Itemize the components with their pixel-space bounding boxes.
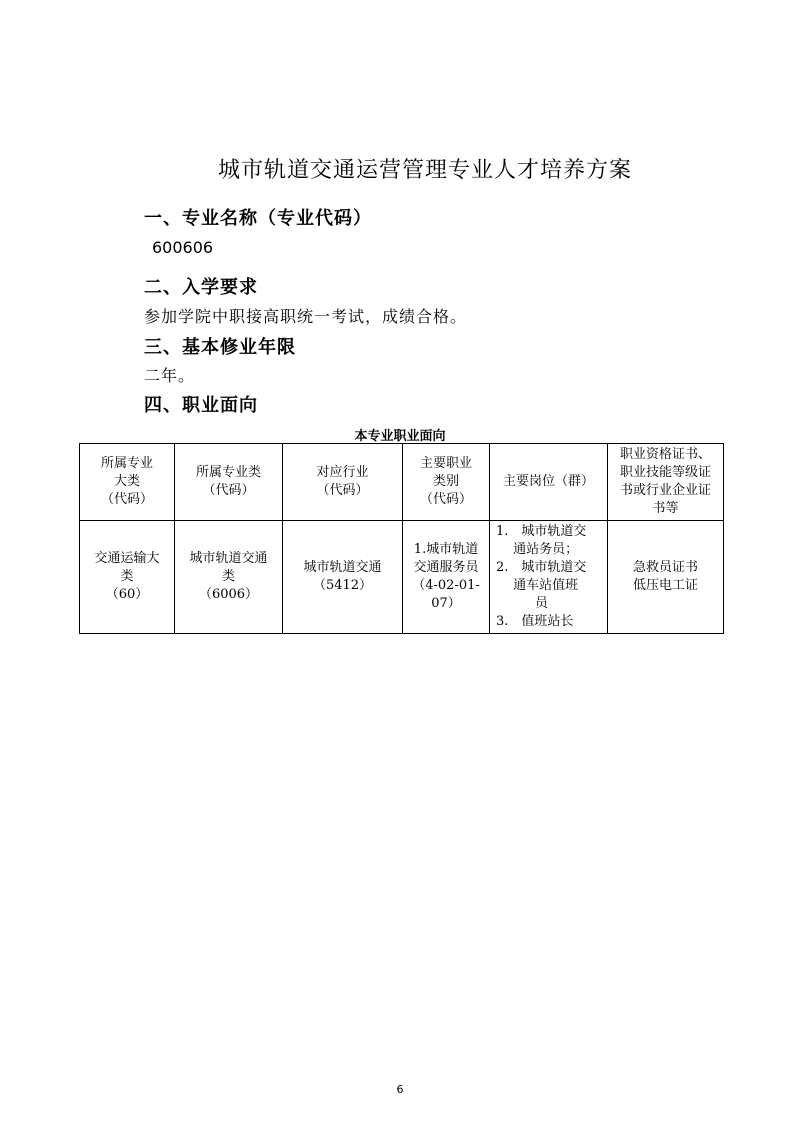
section-heading-duration: 三、基本修业年限 <box>144 337 296 358</box>
document-title: 城市轨道交通运营管理专业人才培养方案 <box>217 158 632 183</box>
section-heading-admission: 二、入学要求 <box>144 277 258 298</box>
table-cell: 城市轨道交通 类 （6006） <box>175 521 283 634</box>
table-caption: 本专业职业面向 <box>354 429 446 444</box>
table-cell-positions: 1. 城市轨道交 通站务员； 2. 城市轨道交 通车站值班 员 3. 值班站长 <box>490 521 608 634</box>
table-cell: 急救员证书 低压电工证 <box>608 521 724 634</box>
header-cell: 所属专业类 （代码） <box>175 444 283 521</box>
table-row <box>80 521 724 634</box>
table-cell: 城市轨道交通 （5412） <box>283 521 403 634</box>
table-cell: 1.城市轨道 交通服务员 （4-02-01- 07） <box>403 521 490 634</box>
admission-text: 参加学院中职接高职统一考试，成绩合格。 <box>144 307 468 326</box>
table-cell: 交通运输大 类 （60） <box>80 521 175 634</box>
page-number: 6 <box>396 1083 404 1096</box>
header-cell: 主要岗位（群） <box>490 444 608 521</box>
header-cell: 职业资格证书、 职业技能等级证 书或行业企业证 书等 <box>608 444 724 521</box>
section-heading-major-name: 一、专业名称（专业代码） <box>144 208 372 229</box>
header-cell: 主要职业 类别 （代码） <box>403 444 490 521</box>
career-table <box>79 443 724 634</box>
table-header-row <box>80 444 724 521</box>
major-code: 600606 <box>152 238 214 257</box>
header-cell: 对应行业 （代码） <box>283 444 403 521</box>
duration-text: 二年。 <box>144 366 196 385</box>
section-heading-career: 四、职业面向 <box>144 395 258 416</box>
header-cell: 所属专业 大类 （代码） <box>80 444 175 521</box>
